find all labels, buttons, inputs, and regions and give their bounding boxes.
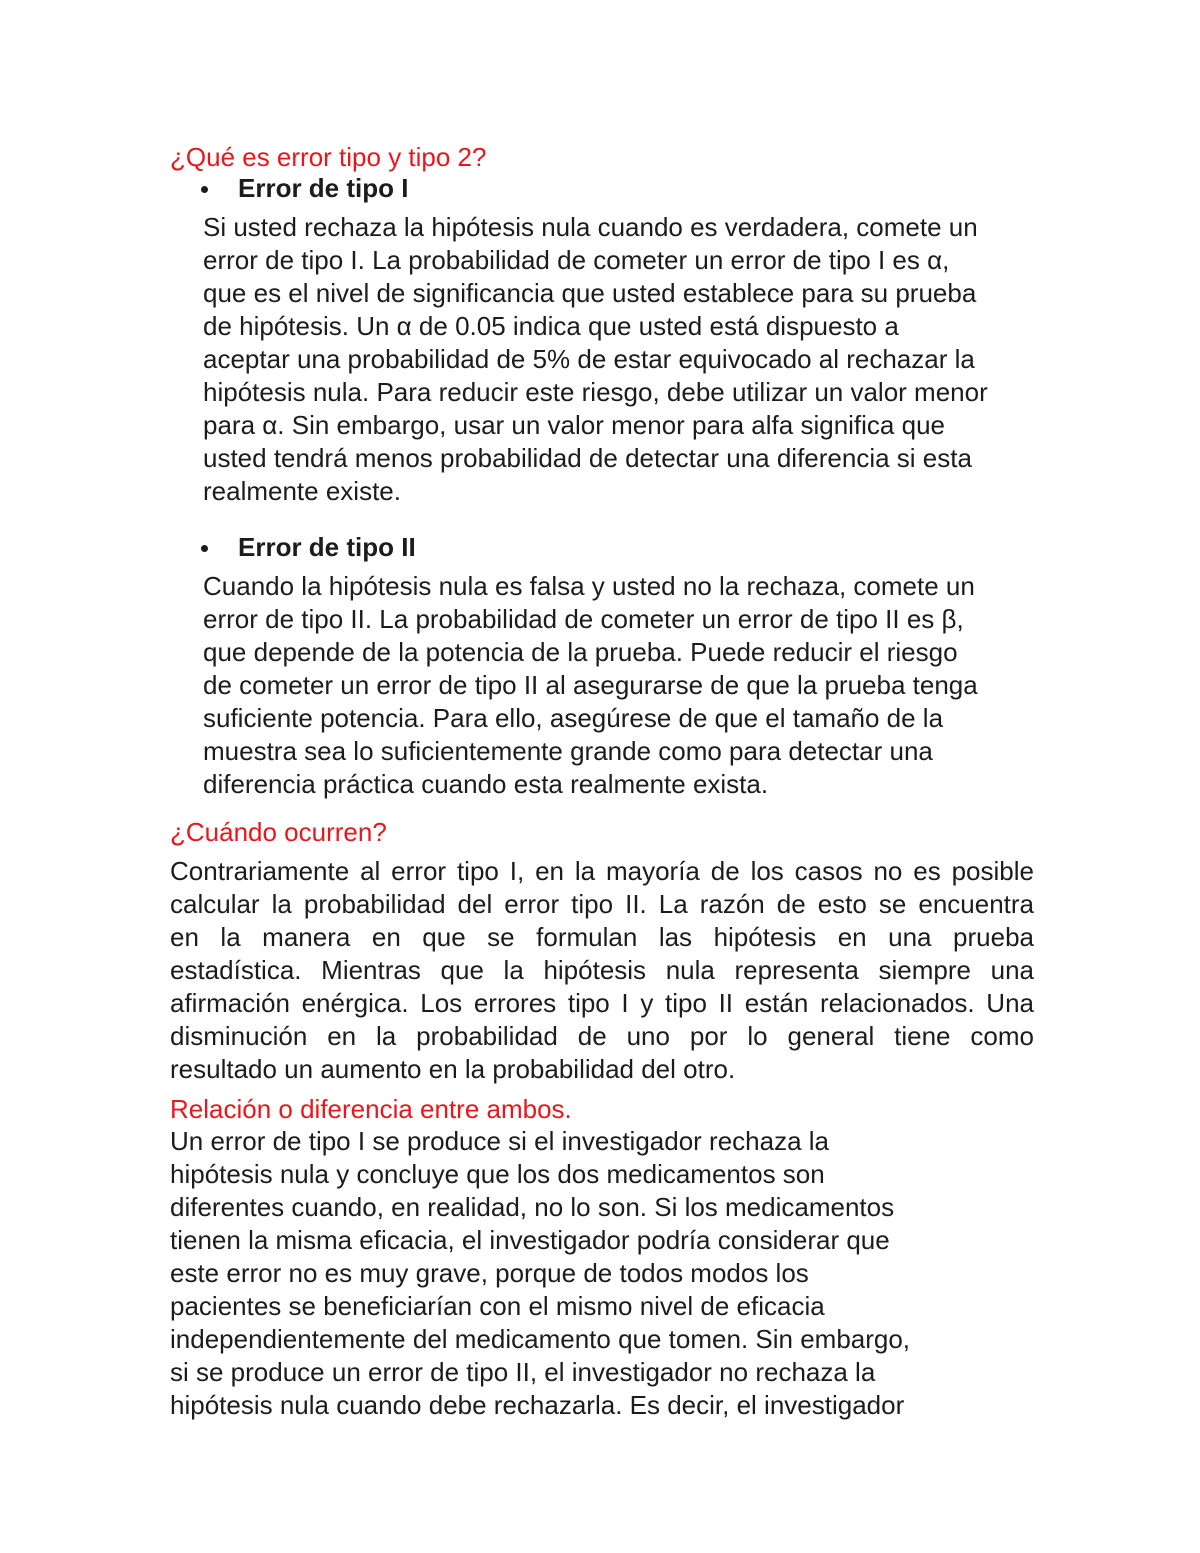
text-line: muestra sea lo suficientemente grande como para detectar una: [203, 736, 933, 766]
bullet-title-error-type-2: Error de tipo II: [238, 532, 416, 562]
paragraph-when: [170, 855, 1034, 1086]
text-line: Si usted rechaza la hipótesis nula cuando es verdadera, comete un: [203, 212, 978, 242]
text-line: hipótesis nula y concluye que los dos medicamentos son: [170, 1159, 825, 1189]
text-line: realmente existe.: [203, 476, 401, 506]
text-line: suficiente potencia. Para ello, asegúrese de que el tamaño de la: [203, 703, 944, 733]
text-line: hipótesis nula cuando debe rechazarla. Es decir, el investigador: [170, 1390, 905, 1420]
text-line: resultado un aumento en la probabilidad del otro.: [170, 1054, 736, 1084]
text-line: Un error de tipo I se produce si el investigador rechaza la: [170, 1126, 830, 1156]
bullet-dot: [201, 186, 208, 193]
text-line: que es el nivel de significancia que usted establece para su prueba: [203, 278, 977, 308]
section-heading-relation: Relación o diferencia entre ambos.: [170, 1094, 572, 1124]
text-line: estadística. Mientras que la hipótesis nula representa siempre una: [170, 955, 1034, 985]
text-line: error de tipo I. La probabilidad de cometer un error de tipo I es α,: [203, 245, 950, 275]
paragraph-error-type-1: [203, 211, 988, 508]
text-line: afirmación enérgica. Los errores tipo I y tipo II están relacionados. Una: [170, 988, 1034, 1018]
paragraph-relation: [170, 1125, 910, 1422]
section-heading-types: ¿Qué es error tipo y tipo 2?: [170, 142, 487, 172]
text-line: error de tipo II. La probabilidad de cometer un error de tipo II es β,: [203, 604, 964, 634]
text-line: de cometer un error de tipo II al asegurarse de que la prueba tenga: [203, 670, 978, 700]
text-line: Contrariamente al error tipo I, en la mayoría de los casos no es posible: [170, 856, 1034, 886]
text-line: Cuando la hipótesis nula es falsa y usted no la rechaza, comete un: [203, 571, 975, 601]
text-line: en la manera en que se formulan las hipótesis en una prueba: [170, 922, 1034, 952]
text-line: calcular la probabilidad del error tipo II. La razón de esto se encuentra: [170, 889, 1034, 919]
text-line: pacientes se beneficiarían con el mismo nivel de eficacia: [170, 1291, 825, 1321]
text-line: independientemente del medicamento que tomen. Sin embargo,: [170, 1324, 911, 1354]
text-line: si se produce un error de tipo II, el investigador no rechaza la: [170, 1357, 876, 1387]
text-line: diferentes cuando, en realidad, no lo son. Si los medicamentos: [170, 1192, 895, 1222]
text-line: disminución en la probabilidad de uno por lo general tiene como: [170, 1021, 1034, 1051]
bullet-title-error-type-1: Error de tipo I: [238, 173, 409, 203]
text-line: usted tendrá menos probabilidad de detectar una diferencia si esta: [203, 443, 972, 473]
text-line: de hipótesis. Un α de 0.05 indica que usted está dispuesto a: [203, 311, 899, 341]
text-line: aceptar una probabilidad de 5% de estar equivocado al rechazar la: [203, 344, 975, 374]
text-line: diferencia práctica cuando esta realmente exista.: [203, 769, 769, 799]
text-line: tienen la misma eficacia, el investigador podría considerar que: [170, 1225, 890, 1255]
text-line: hipótesis nula. Para reducir este riesgo, debe utilizar un valor menor: [203, 377, 988, 407]
text-line: para α. Sin embargo, usar un valor menor para alfa significa que: [203, 410, 945, 440]
text-line: que depende de la potencia de la prueba. Puede reducir el riesgo: [203, 637, 958, 667]
text-line: este error no es muy grave, porque de todos modos los: [170, 1258, 809, 1288]
paragraph-error-type-2: [203, 570, 978, 801]
bullet-dot: [201, 545, 208, 552]
section-heading-when: ¿Cuándo ocurren?: [170, 817, 387, 847]
